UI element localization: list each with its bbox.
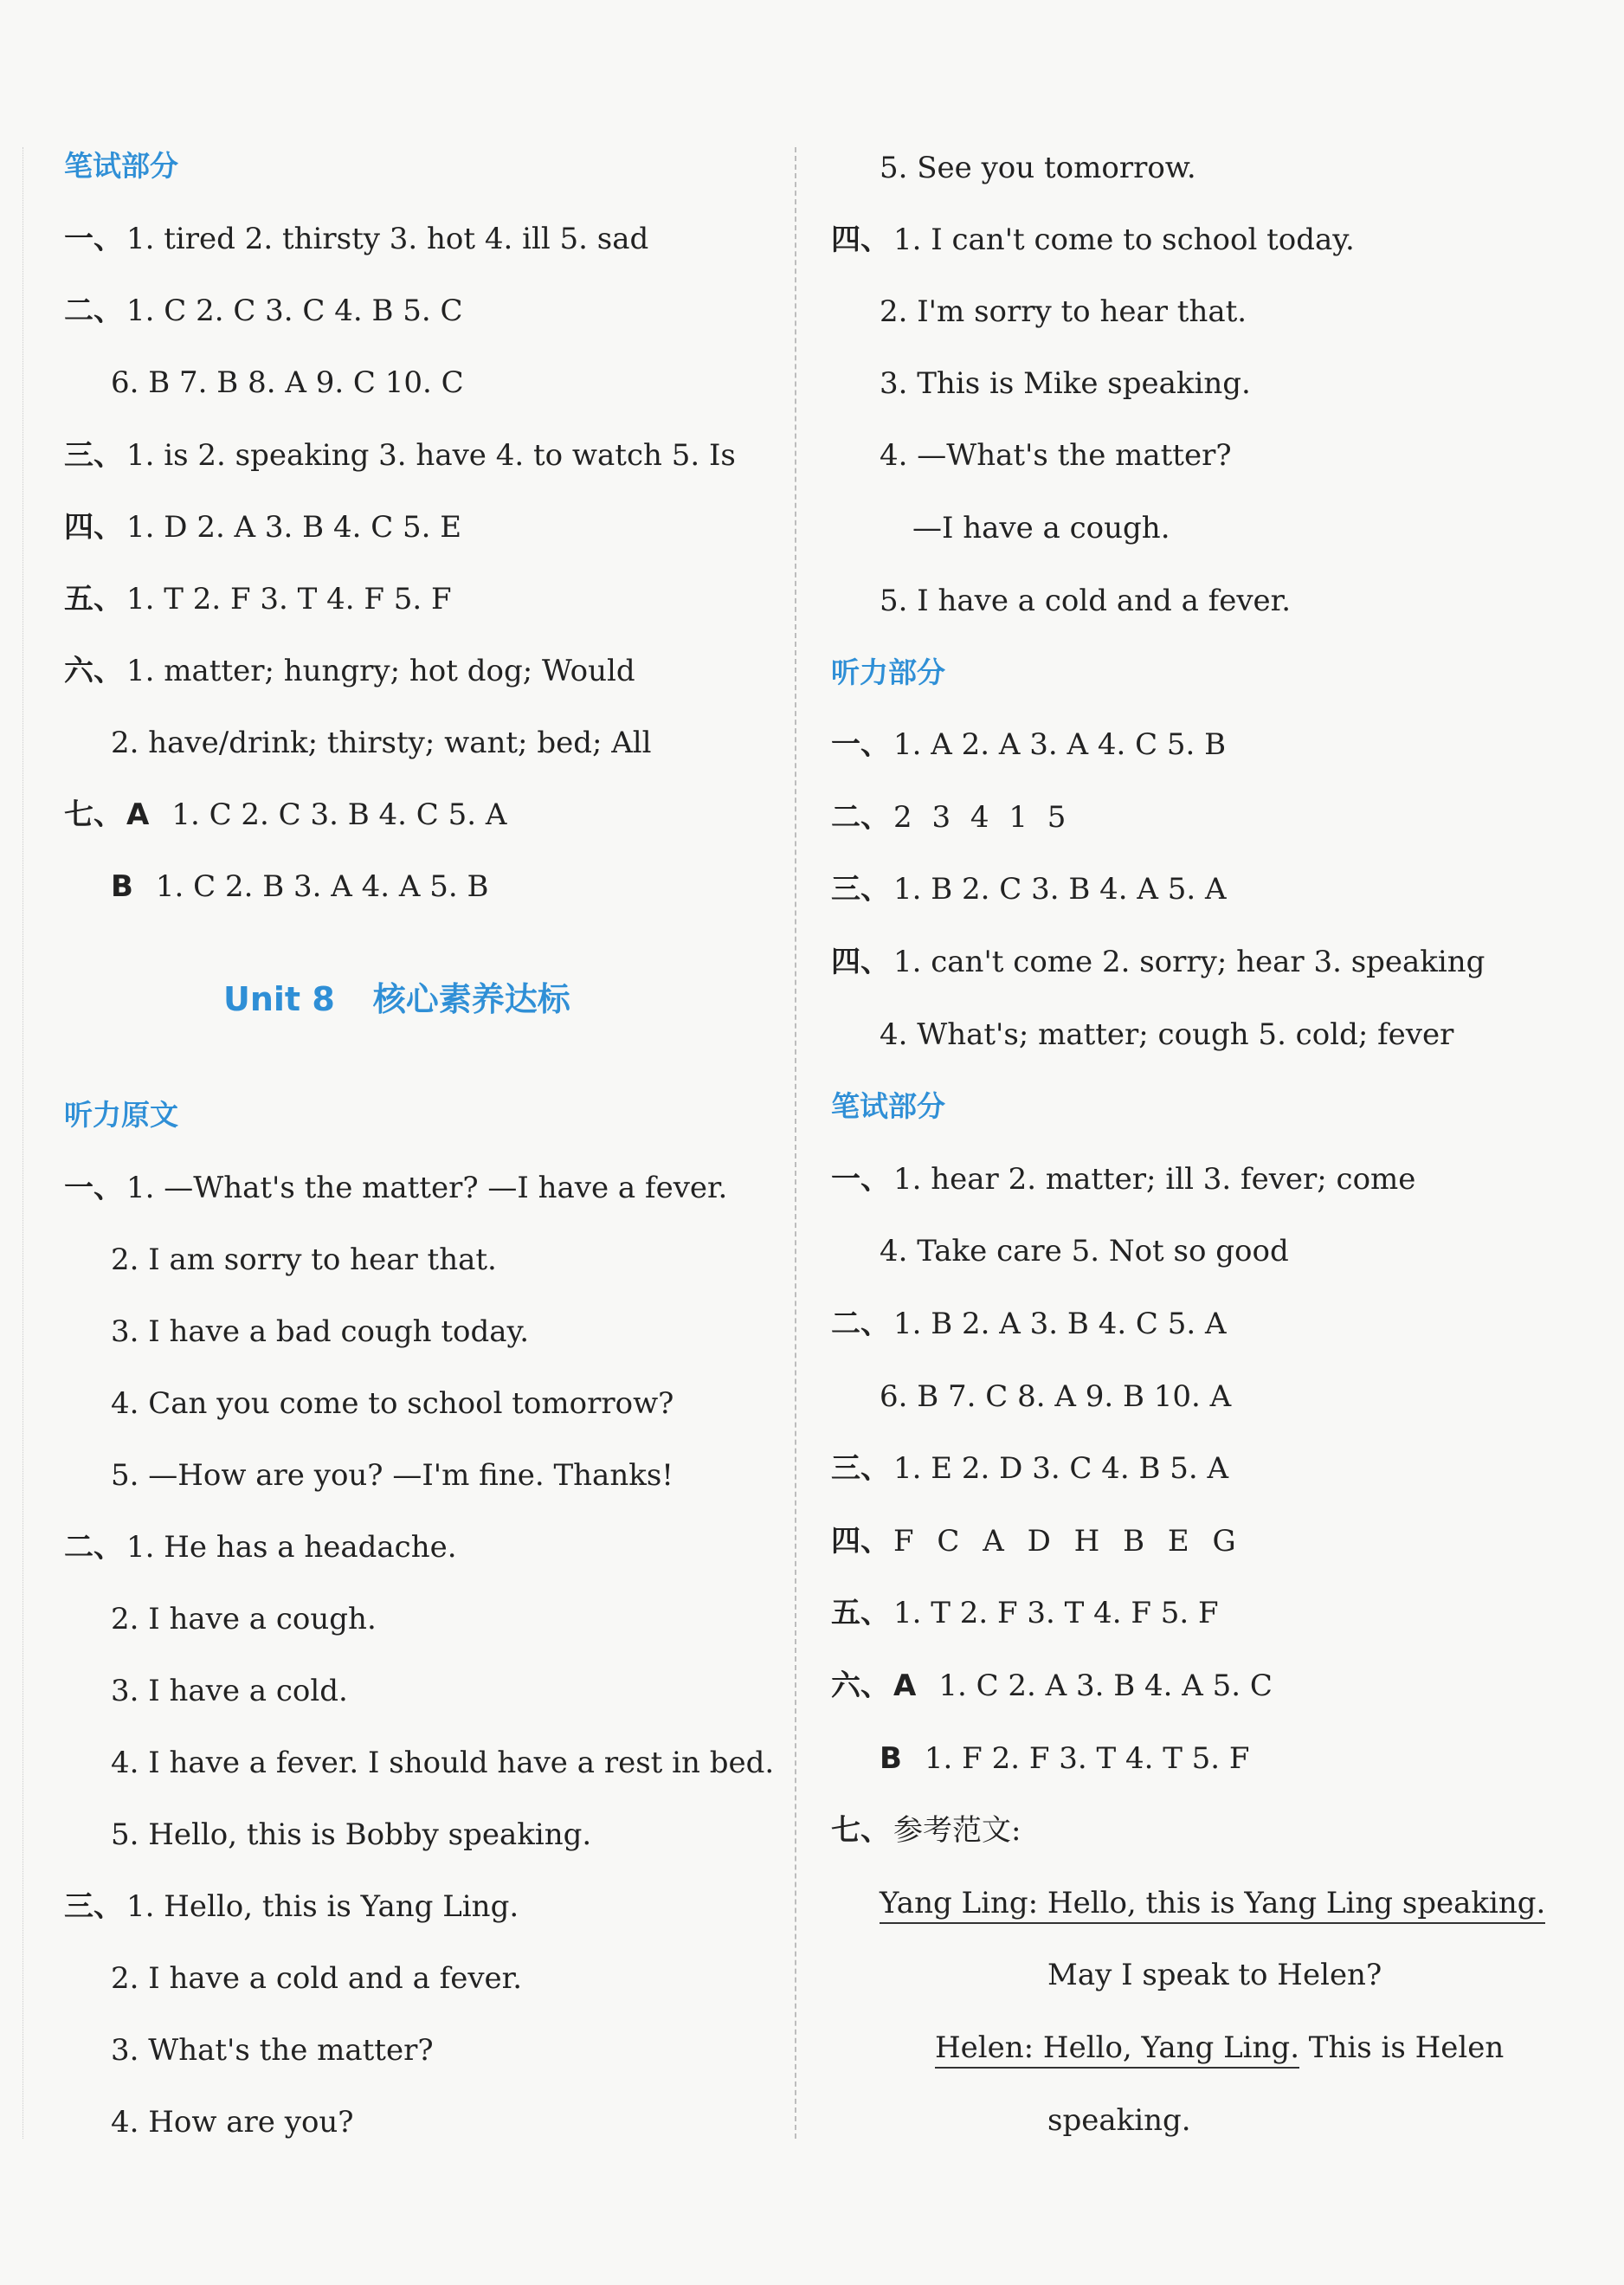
ls3-line-2: 2. I have a cold and a fever.	[111, 1961, 523, 1996]
q1-answers: 1. tired 2. thirsty 3. hot 4. ill 5. sad	[126, 222, 649, 256]
q1-mark: 一、	[64, 222, 123, 256]
w1-answers-1: 1. hear 2. matter; ill 3. fever; come	[893, 1162, 1416, 1197]
ls4-line-3: 3. This is Mike speaking.	[880, 366, 1251, 401]
unit-subtitle: 核心素养达标	[372, 980, 570, 1018]
q7-b-label: B	[111, 869, 133, 904]
l3-answers: 1. B 2. C 3. B 4. A 5. A	[893, 872, 1227, 907]
q4-answers: 1. D 2. A 3. B 4. C 5. E	[126, 510, 462, 545]
q7-a-answers: 1. C 2. C 3. B 4. C 5. A	[171, 797, 507, 832]
w3-answers: 1. E 2. D 3. C 4. B 5. A	[893, 1451, 1229, 1486]
w4-mark: 四、	[831, 1524, 890, 1559]
ls3-mark: 三、	[64, 1889, 123, 1924]
ls2-line-4: 4. I have a fever. I should have a rest in bed.	[111, 1746, 775, 1780]
w4-answers: F C A D H B E G	[893, 1524, 1236, 1559]
written-heading: 笔试部分	[64, 149, 178, 183]
listening-script-heading: 听力原文	[64, 1098, 178, 1132]
ls4-row-1	[831, 219, 1355, 261]
w2-answers-2: 6. B 7. C 8. A 9. B 10. A	[880, 1379, 1232, 1414]
w2-mark: 二、	[831, 1307, 890, 1341]
w7-row	[831, 1810, 1021, 1851]
q6-mark: 六、	[64, 654, 123, 688]
w6-a-label: A	[893, 1669, 917, 1703]
w7-mark: 七、	[831, 1813, 890, 1848]
q2-answers-2: 6. B 7. B 8. A 9. C 10. C	[111, 365, 464, 400]
ls1-line-1: 1. —What's the matter? —I have a fever.	[126, 1171, 728, 1205]
l3-row	[831, 868, 1227, 910]
q3-mark: 三、	[64, 438, 123, 473]
w3-row	[831, 1448, 1228, 1489]
q6-answers-2: 2. have/drink; thirsty; want; bed; All	[111, 726, 652, 760]
ls3-line-1: 1. Hello, this is Yang Ling.	[126, 1889, 519, 1924]
q6-answers-1: 1. matter; hungry; hot dog; Would	[126, 654, 635, 688]
w1-mark: 一、	[831, 1162, 890, 1197]
q7-a-label: A	[126, 797, 150, 832]
l1-answers: 1. A 2. A 3. A 4. C 5. B	[893, 727, 1227, 762]
listening-heading: 听力部分	[831, 655, 945, 689]
w6-a-answers: 1. C 2. A 3. B 4. A 5. C	[938, 1669, 1273, 1703]
w5-answers: 1. T 2. F 3. T 4. F 5. F	[893, 1596, 1219, 1630]
q3-answers: 1. is 2. speaking 3. have 4. to watch 5. Is	[126, 438, 736, 473]
ls1-mark: 一、	[64, 1171, 123, 1205]
l4-answers-2: 4. What's; matter; cough 5. cold; fever	[880, 1017, 1454, 1052]
ls3-line-5: 5. See you tomorrow.	[880, 151, 1196, 185]
l2-answers: 2 3 4 1 5	[893, 800, 1067, 835]
essay-line-3-underlined: Helen: Hello, Yang Ling.	[935, 2030, 1299, 2069]
w4-row	[831, 1520, 1236, 1562]
ls1-line-5: 5. —How are you? —I'm fine. Thanks!	[111, 1458, 673, 1493]
essay-line-1-text: Yang Ling: Hello, this is Yang Ling speaking.	[880, 1886, 1545, 1924]
ls2-mark: 二、	[64, 1530, 123, 1565]
ls4-line-2: 2. I'm sorry to hear that.	[880, 294, 1247, 329]
essay-line-3-rest: This is Helen	[1299, 2030, 1505, 2065]
w6-mark: 六、	[831, 1669, 890, 1703]
l2-row	[831, 797, 1066, 838]
w1-row-1	[831, 1159, 1415, 1200]
l4-answers-1: 1. can't come 2. sorry; hear 3. speaking	[893, 945, 1485, 979]
ls4-line-4: 4. —What's the matter?	[880, 438, 1232, 473]
ls1-line-4: 4. Can you come to school tomorrow?	[111, 1386, 674, 1421]
ls4-line-6: 5. I have a cold and a fever.	[880, 584, 1292, 618]
ls2-line-1: 1. He has a headache.	[126, 1530, 457, 1565]
ls3-line-3: 3. What's the matter?	[111, 2033, 434, 2068]
q2-answers-1: 1. C 2. C 3. C 4. B 5. C	[126, 294, 463, 328]
l4-row-1	[831, 941, 1485, 983]
q4-mark: 四、	[64, 510, 123, 545]
ls4-line-5: —I have a cough.	[912, 511, 1170, 545]
q2-mark: 二、	[64, 294, 123, 328]
essay-line-2: May I speak to Helen?	[1047, 1958, 1382, 1992]
q7-b-answers: 1. C 2. B 3. A 4. A 5. B	[155, 869, 489, 904]
w5-row	[831, 1592, 1219, 1634]
essay-line-4: speaking.	[1047, 2103, 1191, 2138]
w1-answers-2: 4. Take care 5. Not so good	[880, 1234, 1289, 1268]
ls2-line-2: 2. I have a cough.	[111, 1602, 377, 1636]
essay-line-1	[880, 1882, 1545, 1924]
ls2-line-3: 3. I have a cold.	[111, 1674, 348, 1708]
l4-mark: 四、	[831, 945, 890, 979]
ls2-line-5: 5. Hello, this is Bobby speaking.	[111, 1817, 592, 1852]
w2-answers-1: 1. B 2. A 3. B 4. C 5. A	[893, 1307, 1227, 1341]
l1-mark: 一、	[831, 727, 890, 762]
w6-b-answers: 1. F 2. F 3. T 4. T 5. F	[924, 1741, 1250, 1776]
ls1-line-2: 2. I am sorry to hear that.	[111, 1243, 497, 1277]
l1-row	[831, 724, 1226, 765]
unit-title: Unit 8	[223, 980, 335, 1018]
w7-label: 参考范文:	[893, 1813, 1021, 1848]
ls1-line-3: 3. I have a bad cough today.	[111, 1314, 530, 1349]
ls4-line-1: 1. I can't come to school today.	[893, 223, 1355, 257]
w6-b-label: B	[880, 1741, 902, 1776]
q7-mark: 七、	[64, 797, 123, 832]
l2-mark: 二、	[831, 800, 890, 835]
l3-mark: 三、	[831, 872, 890, 907]
w2-row-1	[831, 1303, 1227, 1345]
essay-line-3	[935, 2027, 1504, 2069]
w6-row-b	[880, 1738, 1250, 1779]
written-heading-2: 笔试部分	[831, 1089, 945, 1123]
w6-row-a	[831, 1665, 1273, 1707]
w3-mark: 三、	[831, 1451, 890, 1486]
ls3-line-4: 4. How are you?	[111, 2105, 354, 2140]
q5-mark: 五、	[64, 582, 123, 616]
w5-mark: 五、	[831, 1596, 890, 1630]
ls4-mark: 四、	[831, 223, 890, 257]
q5-answers: 1. T 2. F 3. T 4. F 5. F	[126, 582, 452, 616]
